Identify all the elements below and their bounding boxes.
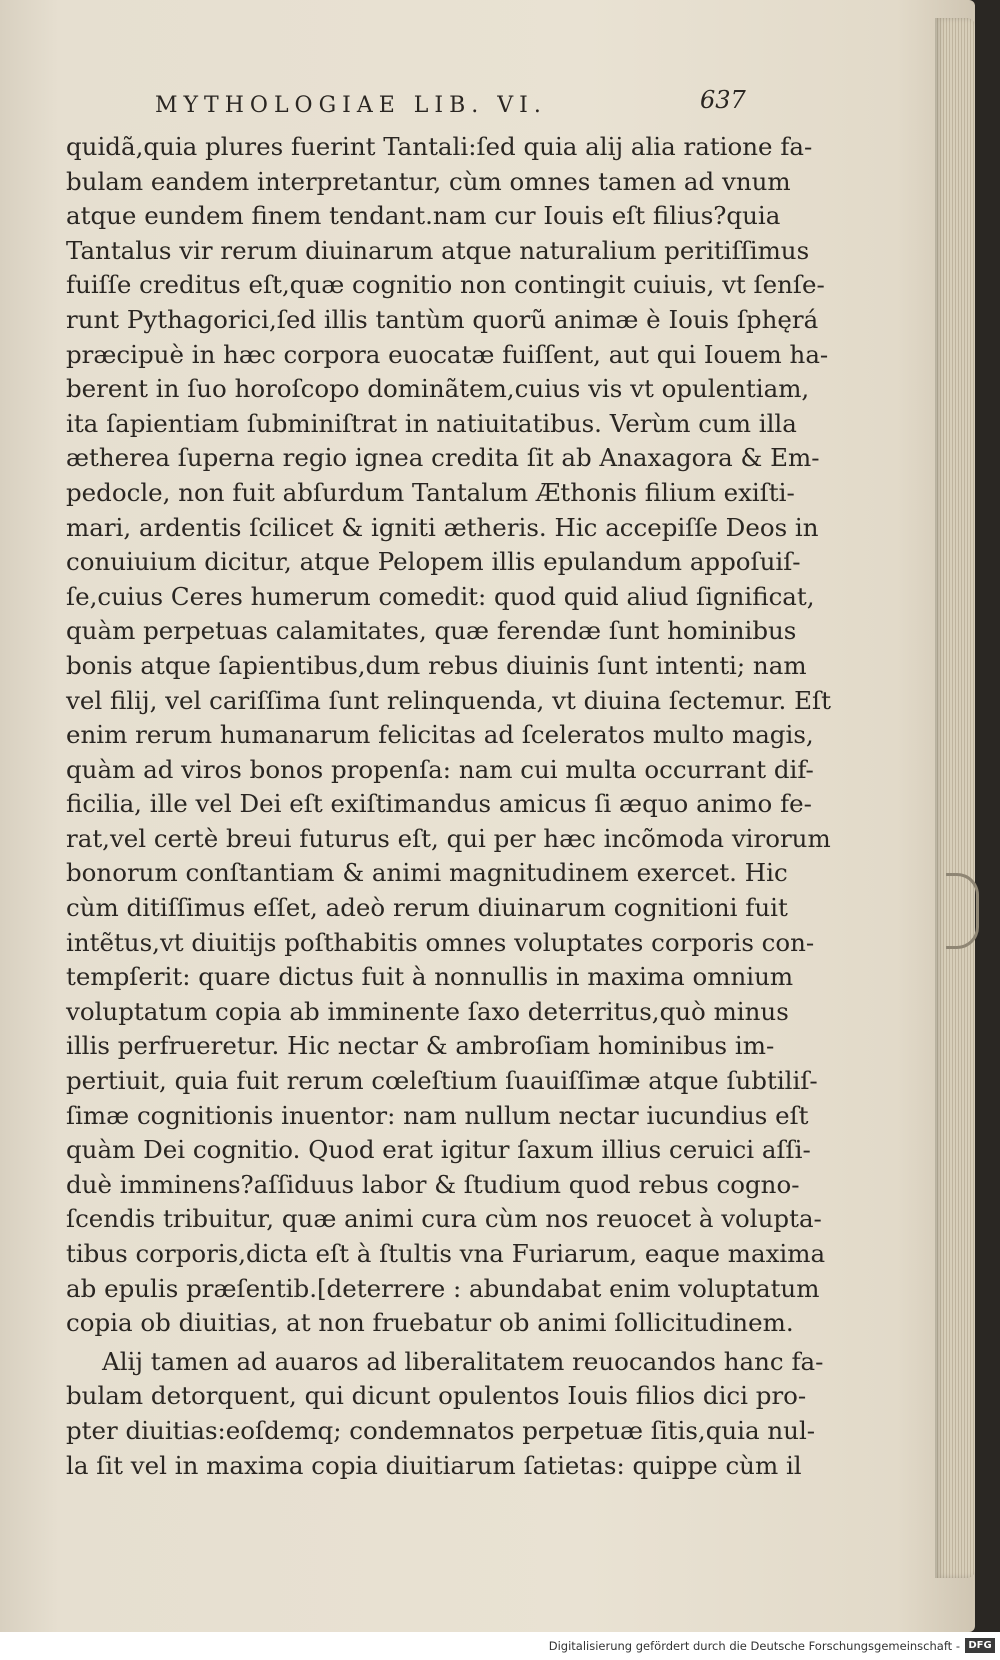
text-line: Alij tamen ad auaros ad liberalitatem reuocandos hanc fa- xyxy=(102,1346,824,1376)
text-line: ab epulis præſentib.[deterrere : abundabat enim voluptatum xyxy=(66,1273,820,1303)
text-line: pter diuitias:eoſdemq; condemnatos perpetuæ ſitis,quia nul- xyxy=(66,1415,816,1445)
text-line: præcipuè in hæc corpora euocatæ fuiſſent, aut qui Iouem ha- xyxy=(66,339,829,369)
digitization-footer xyxy=(0,1632,1000,1660)
paragraph-2 xyxy=(66,1345,824,1483)
text-line: illis perfrueretur. Hic nectar & ambroſiam hominibus im- xyxy=(66,1031,775,1061)
text-line: bulam detorquent, qui dicunt opulentos Iouis filios dici pro- xyxy=(66,1381,807,1411)
funding-credit: Digitalisierung gefördert durch die Deutsche Forschungsgemeinschaft - xyxy=(548,1639,960,1653)
text-line: mari, ardentis ſcilicet & igniti ætheris. Hic accepiſſe Deos in xyxy=(66,512,819,542)
text-line: copia ob diuitias, at non fruebatur ob animi ſollicitudinem. xyxy=(66,1308,794,1338)
page-number: 637 xyxy=(700,86,746,114)
text-line: quidã,quia plures fuerint Tantali:ſed quia alij alia ratione fa- xyxy=(66,132,813,161)
text-line: quàm ad viros bonos propenſa: nam cui multa occurrant dif- xyxy=(66,754,814,784)
text-line: ſe,cuius Ceres humerum comedit: quod quid aliud ſignificat, xyxy=(66,581,815,611)
text-line: ætherea ſuperna regio ignea credita ſit ab Anaxagora & Em- xyxy=(66,443,820,473)
text-line: tempſerit: quare dictus fuit à nonnullis in maxima omnium xyxy=(66,962,794,992)
text-line: duè imminens?aſſiduus labor & ſtudium quod rebus cogno- xyxy=(66,1169,800,1199)
text-line: bulam eandem interpretantur, cùm omnes tamen ad vnum xyxy=(66,166,791,196)
text-line: enim rerum humanarum felicitas ad ſceleratos multo magis, xyxy=(66,720,814,750)
text-line: ita ſapientiam ſubminiſtrat in natiuitatibus. Verùm cum illa xyxy=(66,408,797,438)
text-line: intẽtus,vt diuitijs poſthabitis omnes voluptates corporis con- xyxy=(66,927,815,957)
body-text xyxy=(66,130,831,1483)
text-line: la ſit vel in maxima copia diuitiarum ſatietas: quippe cùm il xyxy=(66,1450,802,1480)
text-line: quàm Dei cognitio. Quod erat igitur ſaxum illius ceruici aſſi- xyxy=(66,1135,811,1165)
text-line: tibus corporis,dicta eſt à ſtultis vna Furiarum, eaque maxima xyxy=(66,1239,826,1268)
text-line: conuiuium dicitur, atque Pelopem illis epulandum appoſuiſ- xyxy=(66,547,801,577)
text-line: pertiuit, quia fuit rerum cœleſtium ſuauiſſimæ atque ſubtiliſ- xyxy=(66,1066,818,1096)
text-line: cùm ditiſſimus eſſet, adeò rerum diuinarum cognitioni fuit xyxy=(66,893,788,923)
text-line: pedocle, non fuit abſurdum Tantalum Æthonis filium exiſti- xyxy=(66,477,795,507)
text-line: ſimæ cognitionis inuentor: nam nullum nectar iucundius eſt xyxy=(66,1100,809,1130)
text-line: ſcendis tribuitur, quæ animi cura cùm nos reuocet à volupta- xyxy=(66,1204,822,1234)
text-line: vel filij, vel cariſſima ſunt relinquenda, vt diuina ſectemur. Eſt xyxy=(66,685,831,715)
text-line: Tantalus vir rerum diuinarum atque naturalium peritiſſimus xyxy=(66,235,810,265)
page-fore-edge xyxy=(935,18,975,1578)
text-line: bonorum conſtantiam & animi magnitudinem exercet. Hic xyxy=(66,858,788,888)
text-line: fuiſſe creditus eſt,quæ cognitio non contingit cuiuis, vt ſenſe- xyxy=(66,270,825,300)
text-line: bonis atque ſapientibus,dum rebus diuinis ſunt intenti; nam xyxy=(66,650,807,680)
text-line: runt Pythagorici,ſed illis tantùm quorũ animæ è Iouis ſphęrá xyxy=(66,304,819,334)
dfg-logo: DFG xyxy=(965,1638,995,1653)
text-line: atque eundem finem tendant.nam cur Iouis eſt filius?quia xyxy=(66,201,781,231)
text-line: voluptatum copia ab imminente ſaxo deterritus,quò minus xyxy=(66,996,789,1026)
text-line: berent in ſuo horoſcopo dominãtem,cuius vis vt opulentiam, xyxy=(66,374,810,404)
text-line: rat,vel certè breui futurus eſt, qui per hæc incõmoda virorum xyxy=(66,823,831,853)
running-title: MYTHOLOGIAE LIB. VI. xyxy=(155,93,547,118)
page-header xyxy=(155,86,775,123)
paragraph-1 xyxy=(66,130,831,1341)
text-line: ficilia, ille vel Dei eſt exiſtimandus amicus ſi æquo animo fe- xyxy=(66,789,812,819)
clasp-tab-icon xyxy=(946,873,979,949)
text-line: quàm perpetuas calamitates, quæ ferendæ ſunt hominibus xyxy=(66,616,797,646)
